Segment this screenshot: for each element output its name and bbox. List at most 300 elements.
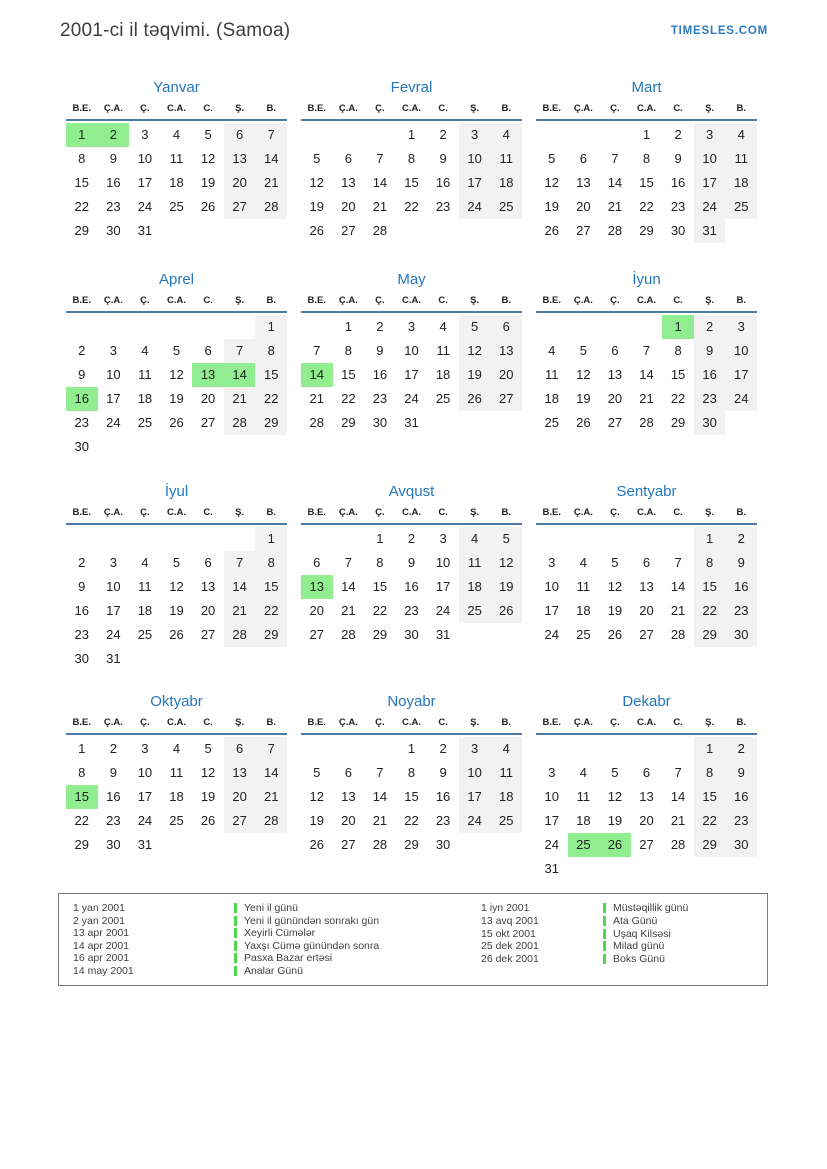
holiday-name: Pasxa Bazar ertəsi — [244, 952, 333, 965]
day-cell: 13 — [490, 339, 522, 363]
day-cell: 10 — [544, 579, 560, 594]
weekday-header: Ç. — [375, 507, 385, 518]
day-cell: 30 — [106, 837, 121, 852]
day-cell: 29 — [74, 223, 90, 238]
day-cell: 29 — [255, 623, 287, 647]
weekday-header: Ş. — [705, 295, 715, 306]
day-cell: 9 — [78, 579, 86, 594]
day-cell: 12 — [309, 175, 325, 190]
day-cell: 11 — [436, 343, 450, 358]
day-cell: 23 — [435, 813, 451, 828]
day-cell: 27 — [341, 837, 356, 852]
day-cell: 19 — [200, 175, 216, 190]
month-title: Dekabr — [622, 693, 671, 710]
holiday-name: Analar Günü — [244, 964, 303, 977]
holiday-tick-icon — [603, 941, 606, 951]
day-cell: 24 — [137, 199, 153, 214]
day-cell: 16 — [404, 579, 419, 594]
day-cell: 13 — [301, 575, 333, 599]
weekday-header: C. — [203, 295, 213, 306]
day-cell: 16 — [66, 387, 98, 411]
day-cell: 30 — [725, 833, 757, 857]
day-cell: 11 — [576, 789, 591, 804]
empty-cell — [161, 315, 193, 339]
empty-cell — [333, 123, 365, 147]
day-cell: 22 — [694, 809, 726, 833]
days-grid — [66, 735, 287, 857]
day-cell: 19 — [576, 391, 591, 406]
day-cell: 10 — [404, 343, 419, 358]
month-fevral — [301, 78, 522, 270]
day-cell: 23 — [670, 199, 686, 214]
day-cell: 24 — [435, 603, 451, 618]
weekday-header: B. — [501, 295, 511, 306]
day-cell: 21 — [670, 813, 686, 828]
day-cell: 12 — [309, 789, 325, 804]
day-cell: 18 — [490, 785, 522, 809]
day-cell: 10 — [459, 761, 491, 785]
weekday-header: Ç. — [140, 717, 150, 728]
day-cell: 15 — [694, 785, 726, 809]
day-cell: 29 — [341, 415, 356, 430]
day-cell: 10 — [725, 339, 757, 363]
weekday-header: C. — [438, 103, 448, 114]
weekday-header: C.A. — [166, 103, 186, 114]
holiday-tick-icon — [603, 903, 606, 913]
day-cell: 31 — [544, 861, 560, 876]
day-cell: 29 — [639, 223, 654, 238]
day-cell: 16 — [74, 603, 90, 618]
brand-link[interactable]: TIMESLES.COM — [670, 25, 768, 37]
day-cell: 6 — [344, 765, 352, 780]
day-cell: 26 — [607, 627, 623, 642]
weekday-header: B. — [736, 295, 746, 306]
weekday-header-row — [536, 102, 757, 121]
weekday-header-row — [66, 294, 287, 313]
day-cell: 19 — [544, 199, 560, 214]
day-cell: 4 — [579, 555, 587, 570]
months-grid — [66, 78, 757, 881]
empty-cell — [599, 315, 631, 339]
month-noyabr — [301, 692, 522, 881]
weekday-header: B. — [501, 103, 511, 114]
weekday-header: Ş. — [235, 507, 245, 518]
day-cell: 9 — [109, 151, 117, 166]
day-cell: 26 — [576, 415, 591, 430]
weekday-header-row — [66, 506, 287, 525]
month-sentyabr — [536, 482, 757, 692]
day-cell: 17 — [694, 171, 726, 195]
holiday-tick-icon — [603, 954, 606, 964]
weekday-header: Ç.A. — [338, 103, 358, 114]
empty-cell — [98, 315, 130, 339]
weekday-header: Ç.A. — [338, 295, 358, 306]
weekday-header: B. — [266, 507, 276, 518]
weekday-header: B. — [501, 717, 511, 728]
day-cell: 12 — [544, 175, 560, 190]
day-cell: 10 — [106, 367, 121, 382]
day-cell: 8 — [694, 761, 726, 785]
holiday-tick-icon — [603, 929, 606, 939]
day-cell: 21 — [670, 603, 686, 618]
day-cell: 31 — [694, 219, 726, 243]
day-cell: 6 — [224, 123, 256, 147]
day-cell: 19 — [169, 391, 184, 406]
day-cell: 5 — [313, 765, 321, 780]
day-cell: 30 — [670, 223, 686, 238]
day-cell: 11 — [725, 147, 757, 171]
day-cell: 27 — [309, 627, 325, 642]
day-cell: 24 — [404, 391, 419, 406]
day-cell: 24 — [544, 837, 560, 852]
day-cell: 9 — [725, 761, 757, 785]
day-cell: 1 — [66, 123, 98, 147]
month-may — [301, 270, 522, 482]
page-title: 2001-ci il təqvimi. (Samoa) — [60, 20, 291, 41]
weekday-header: Ç.A. — [338, 507, 358, 518]
day-cell: 24 — [725, 387, 757, 411]
weekday-header: B. — [736, 103, 746, 114]
empty-cell — [301, 527, 333, 551]
day-cell: 29 — [74, 837, 90, 852]
weekday-header: Ç. — [140, 103, 150, 114]
month-iyun — [536, 270, 757, 482]
weekday-header: Ş. — [470, 717, 480, 728]
day-cell: 28 — [670, 627, 686, 642]
month-title: Oktyabr — [150, 693, 203, 710]
day-cell: 12 — [607, 789, 623, 804]
holiday-row — [73, 902, 481, 915]
day-cell: 9 — [439, 765, 447, 780]
empty-cell — [599, 527, 631, 551]
day-cell: 15 — [694, 575, 726, 599]
day-cell: 25 — [169, 199, 184, 214]
day-cell: 28 — [670, 837, 686, 852]
day-cell: 5 — [548, 151, 556, 166]
day-cell: 8 — [407, 765, 416, 780]
days-grid — [536, 735, 757, 881]
day-cell: 9 — [694, 339, 726, 363]
day-cell: 24 — [106, 415, 121, 430]
holiday-date: 13 avq 2001 — [481, 915, 539, 928]
days-grid — [536, 525, 757, 647]
holiday-tick-icon — [234, 966, 237, 976]
day-cell: 6 — [642, 765, 651, 780]
days-grid — [301, 525, 522, 647]
day-cell: 5 — [611, 555, 619, 570]
day-cell: 10 — [137, 151, 153, 166]
day-cell: 23 — [694, 387, 726, 411]
day-cell: 20 — [639, 603, 654, 618]
day-cell: 9 — [376, 343, 384, 358]
day-cell: 21 — [607, 199, 623, 214]
day-cell: 15 — [372, 579, 388, 594]
empty-cell — [536, 315, 568, 339]
day-cell: 18 — [459, 575, 491, 599]
month-title: Avqust — [388, 483, 435, 500]
day-cell: 5 — [611, 765, 619, 780]
empty-cell — [301, 315, 333, 339]
day-cell: 27 — [200, 627, 216, 642]
day-cell: 12 — [200, 765, 216, 780]
day-cell: 9 — [407, 555, 416, 570]
day-cell: 31 — [137, 223, 153, 238]
day-cell: 8 — [376, 555, 384, 570]
weekday-header: B.E. — [542, 103, 562, 114]
empty-cell — [662, 737, 694, 761]
day-cell: 25 — [490, 195, 522, 219]
day-cell: 5 — [172, 343, 181, 358]
day-cell: 24 — [106, 627, 121, 642]
day-cell: 22 — [404, 813, 419, 828]
month-title: Yanvar — [153, 79, 200, 96]
day-cell: 21 — [255, 171, 287, 195]
day-cell: 27 — [576, 223, 591, 238]
day-cell: 20 — [490, 363, 522, 387]
holiday-row — [481, 927, 767, 940]
weekday-header: Ç.A. — [103, 103, 123, 114]
day-cell: 6 — [224, 737, 256, 761]
day-cell: 2 — [376, 319, 384, 334]
day-cell: 3 — [109, 343, 117, 358]
day-cell: 1 — [642, 127, 651, 142]
day-cell: 21 — [372, 199, 388, 214]
day-cell: 27 — [224, 195, 256, 219]
day-cell: 7 — [376, 765, 384, 780]
day-cell: 15 — [74, 175, 90, 190]
weekday-header: C. — [438, 507, 448, 518]
holiday-date: 1 iyn 2001 — [481, 902, 530, 915]
day-cell: 19 — [309, 199, 325, 214]
empty-cell — [568, 737, 600, 761]
day-cell: 23 — [725, 809, 757, 833]
day-cell: 16 — [435, 789, 451, 804]
day-cell: 11 — [169, 151, 184, 166]
day-cell: 12 — [490, 551, 522, 575]
day-cell: 10 — [459, 147, 491, 171]
month-avqust — [301, 482, 522, 692]
day-cell: 22 — [372, 603, 388, 618]
day-cell: 1 — [694, 527, 726, 551]
day-cell: 26 — [490, 599, 522, 623]
day-cell: 16 — [670, 175, 686, 190]
day-cell: 17 — [106, 603, 121, 618]
day-cell: 25 — [169, 813, 184, 828]
holiday-name: Milad günü — [613, 940, 665, 953]
day-cell: 12 — [169, 367, 184, 382]
day-cell: 27 — [639, 627, 654, 642]
weekday-header: C.A. — [166, 717, 186, 728]
day-cell: 11 — [169, 765, 184, 780]
day-cell: 3 — [459, 123, 491, 147]
day-cell: 22 — [404, 199, 419, 214]
weekday-header: Ç.A. — [103, 717, 123, 728]
weekday-header: C.A. — [401, 295, 421, 306]
day-cell: 5 — [204, 741, 212, 756]
weekday-header: Ç. — [610, 295, 620, 306]
day-cell: 30 — [74, 651, 90, 666]
weekday-header-row — [301, 716, 522, 735]
empty-cell — [98, 527, 130, 551]
weekday-header: Ç.A. — [573, 295, 593, 306]
day-cell: 24 — [137, 813, 153, 828]
day-cell: 26 — [169, 627, 184, 642]
day-cell: 21 — [341, 603, 356, 618]
weekday-header: Ç.A. — [573, 507, 593, 518]
holiday-date: 16 apr 2001 — [73, 952, 130, 965]
empty-cell — [631, 527, 663, 551]
day-cell: 31 — [106, 651, 121, 666]
day-cell: 30 — [372, 415, 388, 430]
empty-cell — [192, 527, 224, 551]
day-cell: 4 — [725, 123, 757, 147]
day-cell: 3 — [141, 127, 149, 142]
day-cell: 22 — [694, 599, 726, 623]
day-cell: 1 — [376, 531, 384, 546]
holiday-tick-icon — [234, 928, 237, 938]
weekday-header: C. — [438, 295, 448, 306]
day-cell: 17 — [106, 391, 121, 406]
day-cell: 28 — [341, 627, 356, 642]
day-cell: 17 — [404, 367, 419, 382]
holiday-row — [73, 965, 481, 978]
day-cell: 11 — [490, 761, 522, 785]
day-cell: 20 — [639, 813, 654, 828]
day-cell: 11 — [576, 579, 591, 594]
holiday-tick-icon — [603, 916, 606, 926]
day-cell: 15 — [66, 785, 98, 809]
holiday-name: Uşaq Kilsəsi — [613, 927, 671, 940]
day-cell: 20 — [200, 603, 216, 618]
month-title: Fevral — [390, 79, 433, 96]
weekday-header: Ç. — [375, 717, 385, 728]
month-title: İyun — [632, 271, 661, 288]
weekday-header: Ç. — [375, 103, 385, 114]
weekday-header-row — [536, 716, 757, 735]
day-cell: 7 — [224, 339, 256, 363]
day-cell: 26 — [309, 223, 325, 238]
day-cell: 6 — [344, 151, 352, 166]
day-cell: 2 — [407, 531, 416, 546]
month-title: Noyabr — [387, 693, 436, 710]
empty-cell — [224, 527, 256, 551]
empty-cell — [161, 527, 193, 551]
days-grid — [301, 313, 522, 435]
day-cell: 25 — [459, 599, 491, 623]
day-cell: 30 — [404, 627, 419, 642]
weekday-header: Ş. — [470, 103, 480, 114]
weekday-header: Ç.A. — [103, 295, 123, 306]
day-cell: 5 — [204, 127, 212, 142]
empty-cell — [66, 527, 98, 551]
weekday-header: B. — [266, 295, 276, 306]
day-cell: 5 — [490, 527, 522, 551]
day-cell: 6 — [642, 555, 651, 570]
day-cell: 31 — [435, 627, 451, 642]
day-cell: 30 — [435, 837, 451, 852]
day-cell: 19 — [200, 789, 216, 804]
day-cell: 18 — [435, 367, 451, 382]
day-cell: 25 — [137, 627, 153, 642]
weekday-header: B. — [266, 717, 276, 728]
day-cell: 17 — [435, 579, 451, 594]
weekday-header: C. — [438, 717, 448, 728]
weekday-header: C.A. — [636, 507, 656, 518]
empty-cell — [364, 123, 396, 147]
month-title: May — [397, 271, 426, 288]
day-cell: 3 — [548, 555, 556, 570]
empty-cell — [599, 737, 631, 761]
holiday-row — [73, 952, 481, 965]
holiday-name: Yeni il günü — [244, 902, 298, 915]
day-cell: 29 — [372, 627, 388, 642]
day-cell: 11 — [490, 147, 522, 171]
day-cell: 13 — [192, 363, 224, 387]
day-cell: 17 — [544, 813, 560, 828]
day-cell: 2 — [439, 127, 447, 142]
day-cell: 31 — [404, 415, 419, 430]
day-cell: 2 — [78, 555, 86, 570]
day-cell: 5 — [313, 151, 321, 166]
day-cell: 1 — [694, 737, 726, 761]
day-cell: 2 — [725, 737, 757, 761]
day-cell: 28 — [224, 623, 256, 647]
day-cell: 13 — [224, 147, 256, 171]
day-cell: 17 — [459, 785, 491, 809]
day-cell: 3 — [109, 555, 117, 570]
weekday-header: C.A. — [401, 507, 421, 518]
day-cell: 15 — [639, 175, 654, 190]
day-cell: 27 — [490, 387, 522, 411]
day-cell: 28 — [224, 411, 256, 435]
day-cell: 28 — [309, 415, 325, 430]
day-cell: 26 — [169, 415, 184, 430]
day-cell: 10 — [106, 579, 121, 594]
day-cell: 13 — [639, 579, 654, 594]
day-cell: 15 — [670, 367, 686, 382]
day-cell: 24 — [544, 627, 560, 642]
weekday-header: B.E. — [542, 717, 562, 728]
day-cell: 12 — [576, 367, 591, 382]
weekday-header-row — [66, 716, 287, 735]
holiday-tick-icon — [234, 941, 237, 951]
day-cell: 20 — [341, 199, 356, 214]
day-cell: 10 — [435, 555, 451, 570]
weekday-header-row — [301, 506, 522, 525]
day-cell: 30 — [106, 223, 121, 238]
day-cell: 23 — [74, 415, 90, 430]
day-cell: 20 — [607, 391, 623, 406]
day-cell: 24 — [459, 809, 491, 833]
day-cell: 4 — [439, 319, 447, 334]
day-cell: 9 — [725, 551, 757, 575]
day-cell: 18 — [576, 813, 591, 828]
holiday-tick-icon — [234, 903, 237, 913]
day-cell: 27 — [200, 415, 216, 430]
day-cell: 6 — [204, 555, 212, 570]
empty-cell — [631, 315, 663, 339]
day-cell: 3 — [694, 123, 726, 147]
day-cell: 17 — [459, 171, 491, 195]
holiday-row — [481, 902, 767, 915]
day-cell: 17 — [137, 175, 153, 190]
day-cell: 28 — [372, 223, 388, 238]
weekday-header: Ç. — [610, 507, 620, 518]
holiday-date: 14 may 2001 — [73, 964, 134, 977]
day-cell: 14 — [341, 579, 356, 594]
day-cell: 27 — [639, 837, 654, 852]
day-cell: 26 — [200, 813, 216, 828]
